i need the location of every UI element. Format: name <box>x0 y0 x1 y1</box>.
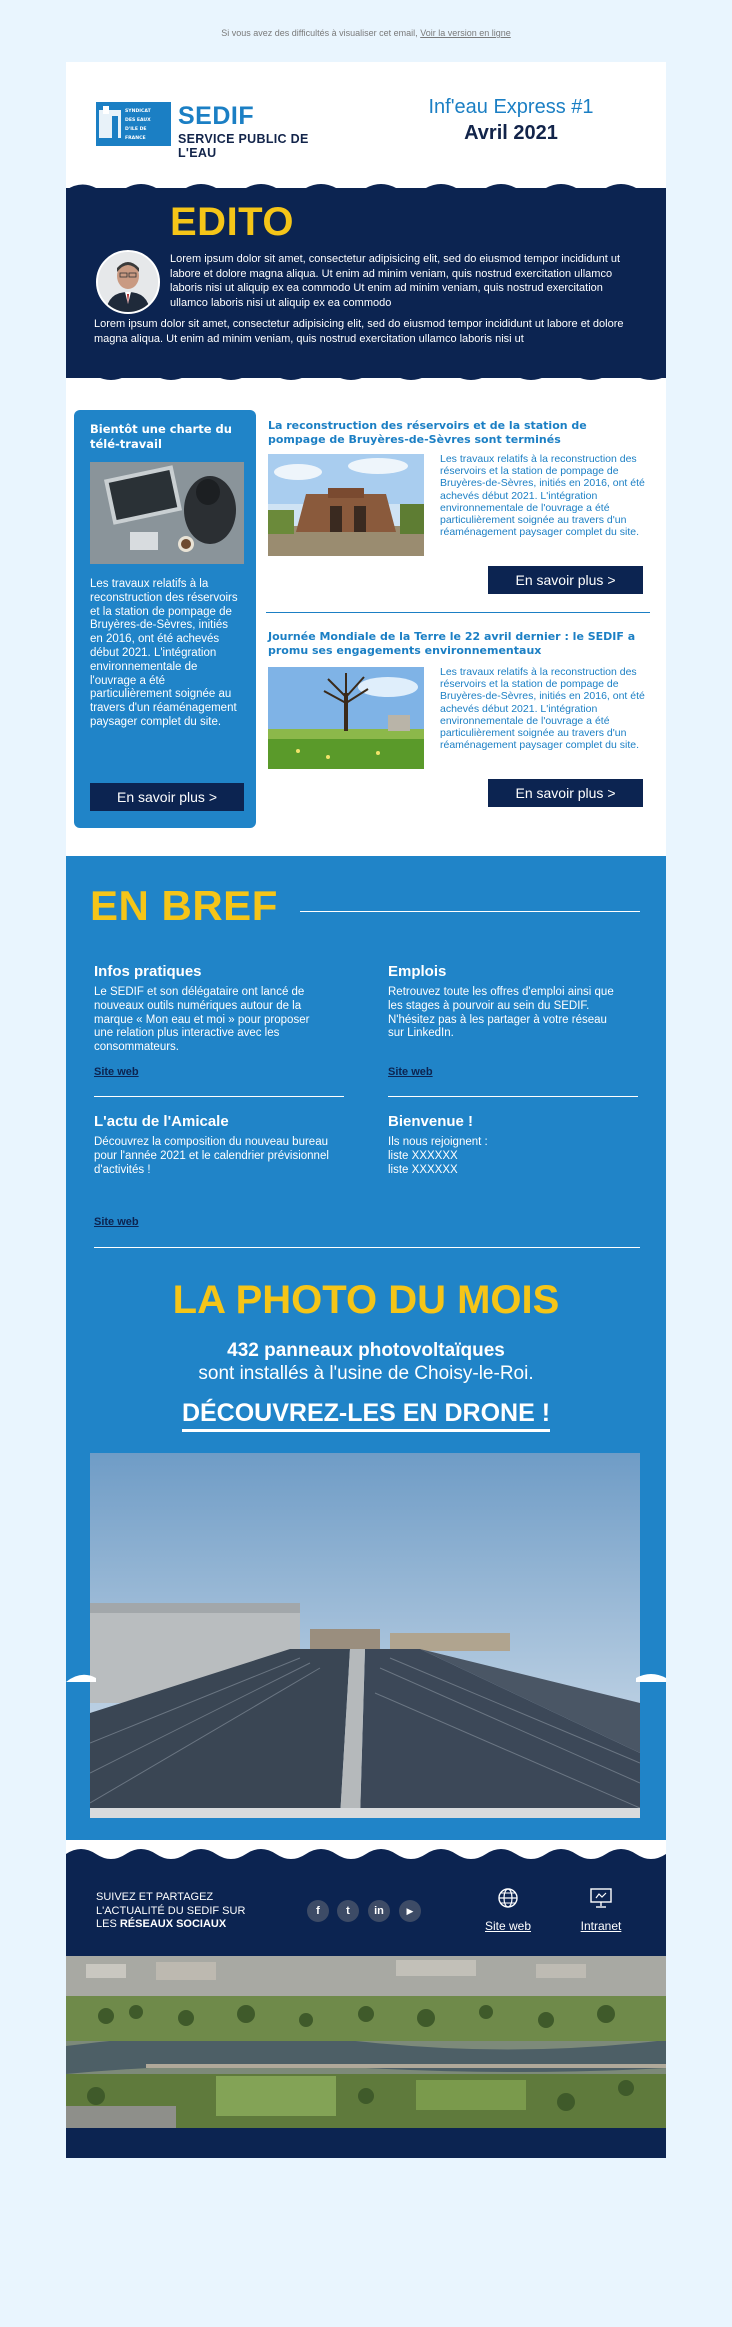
article-separator <box>266 612 650 613</box>
drone-cta-label[interactable]: DÉCOUVREZ-LES EN DRONE ! <box>182 1399 550 1432</box>
intranet-monitor-icon[interactable] <box>571 1887 631 1914</box>
footer-text-line-3 <box>96 1918 296 1932</box>
linkedin-icon[interactable]: in <box>368 1900 390 1922</box>
footer-text-prefix: LES <box>96 1918 120 1930</box>
logo-line-1: SYNDICAT <box>125 109 151 114</box>
bref-heading-bienvenue: Bienvenue ! <box>388 1113 474 1130</box>
photo-of-month-title: LA PHOTO DU MOIS <box>172 1278 560 1322</box>
newsletter-title: Inf'eau Express #1 <box>428 96 594 118</box>
bref-welcome-line-3: liste XXXXXX <box>388 1164 458 1176</box>
reservoir-photo <box>268 454 424 556</box>
logo-tagline: SERVICE PUBLIC DE L'EAU <box>178 132 309 160</box>
article-2-title[interactable]: Journée Mondiale de la Terre le 22 avril dernier : le SEDIF a promu ses engagements environnementaux <box>268 630 636 657</box>
edito-title: EDITO <box>170 200 295 244</box>
telework-photo <box>90 462 244 564</box>
bref-link-emplois[interactable]: Site web <box>388 1066 433 1078</box>
drone-cta-link[interactable] <box>66 1399 666 1428</box>
bref-link-infos[interactable]: Site web <box>94 1066 139 1078</box>
footer-text-line-1: SUIVEZ ET PARTAGEZ <box>96 1891 214 1903</box>
twitter-icon[interactable]: t <box>337 1900 359 1922</box>
article-2-text: Les travaux relatifs à la reconstruction des réservoirs et la station de pompage de Bruyères-de-Sèvres, initiés en 2016, ont été achevés début 2021. L'intégration environnementale de l'ouvrage a été particulièrement soignée au travers d'un réaménagement paysager complet du site. <box>440 666 645 752</box>
footer-follow-text <box>96 1891 296 1932</box>
footer-text-line-2: L'ACTUALITÉ DU SEDIF SUR <box>96 1904 246 1917</box>
globe-icon[interactable] <box>478 1887 538 1914</box>
article-2-read-more-button[interactable]: En savoir plus > <box>488 779 643 807</box>
wave-divider <box>66 1840 666 1864</box>
bref-separator <box>388 1096 638 1097</box>
card-read-more-button[interactable]: En savoir plus > <box>90 783 244 811</box>
en-bref-title: EN BREF <box>90 882 278 929</box>
logo-name: SEDIF <box>178 102 255 130</box>
photo-subtitle-bold: 432 panneaux photovoltaïques <box>227 1340 505 1361</box>
logo-line-2: DES EAUX <box>125 118 151 123</box>
youtube-icon[interactable]: ▶ <box>399 1900 421 1922</box>
card-title: Bientôt une charte du télé-travail <box>90 422 232 451</box>
aerial-city-photo <box>66 1956 666 2128</box>
bref-bottom-separator <box>94 1247 640 1248</box>
email-container <box>66 62 666 2158</box>
solar-panels-photo <box>90 1453 640 1818</box>
article-1-title[interactable]: La reconstruction des réservoirs et de la station de pompage de Bruyères-de-Sèvres sont terminés <box>268 419 587 446</box>
edito-author-avatar <box>96 250 160 314</box>
bref-heading-amicale: L'actu de l'Amicale <box>94 1113 229 1130</box>
intranet-link[interactable]: Intranet <box>580 1919 622 1933</box>
bref-heading-emplois: Emplois <box>388 963 447 980</box>
edito-paragraph-1: Lorem ipsum dolor sit amet, consectetur adipisicing elit, sed do eiusmod tempor incididunt ut labore et dolore magna aliqua. Ut enim ad minim veniam, quis nostrud exercitation ullamco laboris nisi ut aliquip ex ea commodo Ut enim ad minim veniam, quis nostrud exercitation ullamco laboris nisi ut aliquip ex ea commodo <box>170 253 621 309</box>
bref-link-amicale[interactable]: Site web <box>94 1216 139 1228</box>
facebook-icon[interactable]: f <box>307 1900 329 1922</box>
logo-line-3: D'ILE DE <box>125 127 147 132</box>
view-online-text: Si vous avez des difficultés à visualiser cet email, <box>221 28 421 38</box>
logo-line-4: FRANCE <box>125 136 146 141</box>
view-online-link[interactable]: Voir la version en ligne <box>420 28 511 38</box>
bref-separator <box>94 1096 344 1097</box>
article-1-text: Les travaux relatifs à la reconstruction des réservoirs et la station de pompage de Bruyères-de-Sèvres, initiés en 2016, ont été achevés début 2021. L'intégration environnementale de l'ouvrage a été particulièrement soignée au travers d'un réaménagement paysager complet du site. <box>440 453 645 539</box>
bref-text-amicale: Découvrez la composition du nouveau bureau pour l'année 2021 et le calendrier prévisionnel d'activités ! <box>94 1136 329 1176</box>
footer-text-bold: RÉSEAUX SOCIAUX <box>119 1918 227 1930</box>
wave-divider <box>66 180 666 198</box>
bref-heading-infos: Infos pratiques <box>94 963 202 980</box>
sedif-logo[interactable] <box>96 102 346 160</box>
edito-paragraph-2: Lorem ipsum dolor sit amet, consectetur adipisicing elit, sed do eiusmod tempor incididunt ut labore et dolore magna aliqua. Ut enim ad minim veniam, quis nostrud exercitation ullamco laboris nisi ut <box>94 318 624 345</box>
bref-welcome-line-2: liste XXXXXX <box>388 1150 458 1162</box>
bref-text-emplois: Retrouvez toute les offres d'emploi ainsi que les stages à pourvoir au sein du SEDIF. N'hésitez pas à les partager à votre réseau sur LinkedIn. <box>388 986 614 1040</box>
wave-divider <box>66 370 666 384</box>
article-1-read-more-button[interactable]: En savoir plus > <box>488 566 643 594</box>
card-text: Les travaux relatifs à la reconstruction des réservoirs et la station de pompage de Bruyères-de-Sèvres, initiés en 2016, ont été achevés début 2021. L'intégration environnementale de l'ouvrage a été particulièrement soignée au travers d'un réaménagement paysager complet du site. <box>90 578 238 728</box>
telework-card <box>74 410 256 828</box>
bref-welcome-line-1: Ils nous rejoignent : <box>388 1136 488 1148</box>
photo-subtitle: sont installés à l'usine de Choisy-le-Roi. <box>198 1363 534 1384</box>
bref-text-infos: Le SEDIF et son délégataire ont lancé de nouveaux outils numériques autour de la marque « Mon eau et moi » pour proposer une relation plus interactive avec les consommateurs. <box>94 986 310 1054</box>
earth-day-photo <box>268 667 424 769</box>
issue-date: Avril 2021 <box>464 122 558 144</box>
logo-emblem <box>96 102 171 146</box>
site-web-link[interactable]: Site web <box>484 1919 532 1933</box>
view-online-note <box>0 28 732 38</box>
wave-divider <box>66 1662 666 1682</box>
title-rule <box>300 911 640 912</box>
